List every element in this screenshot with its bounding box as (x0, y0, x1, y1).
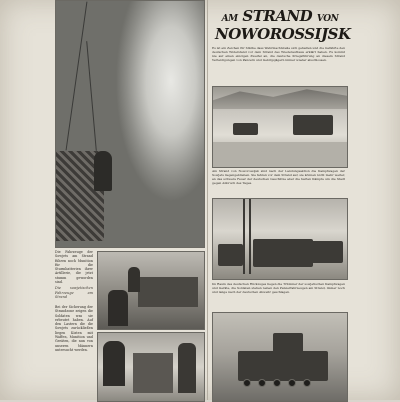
tank-shape (308, 241, 343, 263)
beach-ground (213, 142, 347, 167)
vehicle-wreck (233, 123, 258, 135)
left-caption-text-2: Bei der Sicherung der Strandzone zeigen die Soldaten was sie erbeutet haben. Auf den Lastern die die Sowjets zurückließen liegen Kisten mit Waffen, Munition und Geräten, die nun von unseren Männern untersucht werden. (55, 305, 93, 352)
crates-photo (97, 332, 205, 402)
soldier-figure (178, 343, 196, 393)
intro-paragraph: Es ist ein Zeichen für Stärke dass Wehrmachtsteile sich gehalten und die Gefährte den deutschen Widerstand vor dem Strand des Wiederaufbaus erklärt haben. Es kommt nie auf einen einzigen Zweifel an, die deutsche Kriegsführung an diesem Strand Verteidigungen von Panzern und Gebirgsjägern immer wieder abschlossen. (212, 46, 345, 62)
pole-line (249, 199, 251, 274)
beach-photo-1 (212, 86, 348, 168)
tanks-photo (212, 198, 348, 280)
tank-shape (218, 244, 243, 266)
pole-line (243, 199, 245, 274)
soldier-figure (108, 290, 128, 326)
rope-line (66, 2, 88, 151)
article-headline (215, 7, 351, 43)
left-caption-label: Die sowjetischen Fahrzeuge am Strand (55, 286, 93, 299)
wheel-shape (258, 379, 266, 387)
shore-vehicles-photo (212, 312, 348, 402)
headline-suffix: VON (316, 14, 339, 24)
rope-line (86, 41, 97, 151)
wheel-shape (243, 379, 251, 387)
soldier-figure (128, 267, 140, 292)
tank-shape (238, 351, 328, 381)
wheel-shape (288, 379, 296, 387)
left-caption-text-1: Die Fahrzeuge der Sowjets am Strand führen noch Munition für die Sturmbatterien ihrer Artillerie, die jetzt stumm geworden sind. (55, 250, 93, 285)
wheel-shape (273, 379, 281, 387)
wheel-shape (303, 379, 311, 387)
left-caption-1 (55, 250, 93, 301)
headline-line2: NOWOROSSIJSK (215, 25, 351, 43)
soldier-figure (94, 151, 112, 191)
balloon-photo (55, 0, 205, 248)
mid-caption: Am Strand von Noworossijsk sind nach der Landungsaktion die Kampfwagen der Sowjets liegengeblieben. Sie fahren vor dem Strand auf, sie können nicht mehr weiter, an das schwere Feuer der deutschen Geschütze aber die harten Kämpfe um die Stadt gegen Anbruch des Tages. (212, 169, 345, 185)
soldier-figure (103, 341, 125, 386)
crate-shape (133, 353, 173, 393)
column-divider (207, 0, 208, 400)
bottom-caption: Im Raum des deutschen Rückzuges liegen die Trümmer der sowjetischen Kampfwagen und Geräte, die Soldaten stehen neben den Panzerfahrzeugen am Strand, immer noch und lange nach der deutschen Abwehr geschlagen. (212, 282, 345, 294)
vehicle-wreck (293, 115, 333, 135)
left-caption-2 (55, 305, 93, 354)
tank-shape (253, 239, 313, 267)
headline-main: STRAND (242, 7, 313, 25)
soldiers-vehicle-photo (97, 251, 205, 330)
truck-shape (138, 277, 198, 307)
turret-shape (273, 333, 303, 353)
mountain-shape (213, 87, 347, 109)
headline-prefix: AM (221, 14, 238, 24)
